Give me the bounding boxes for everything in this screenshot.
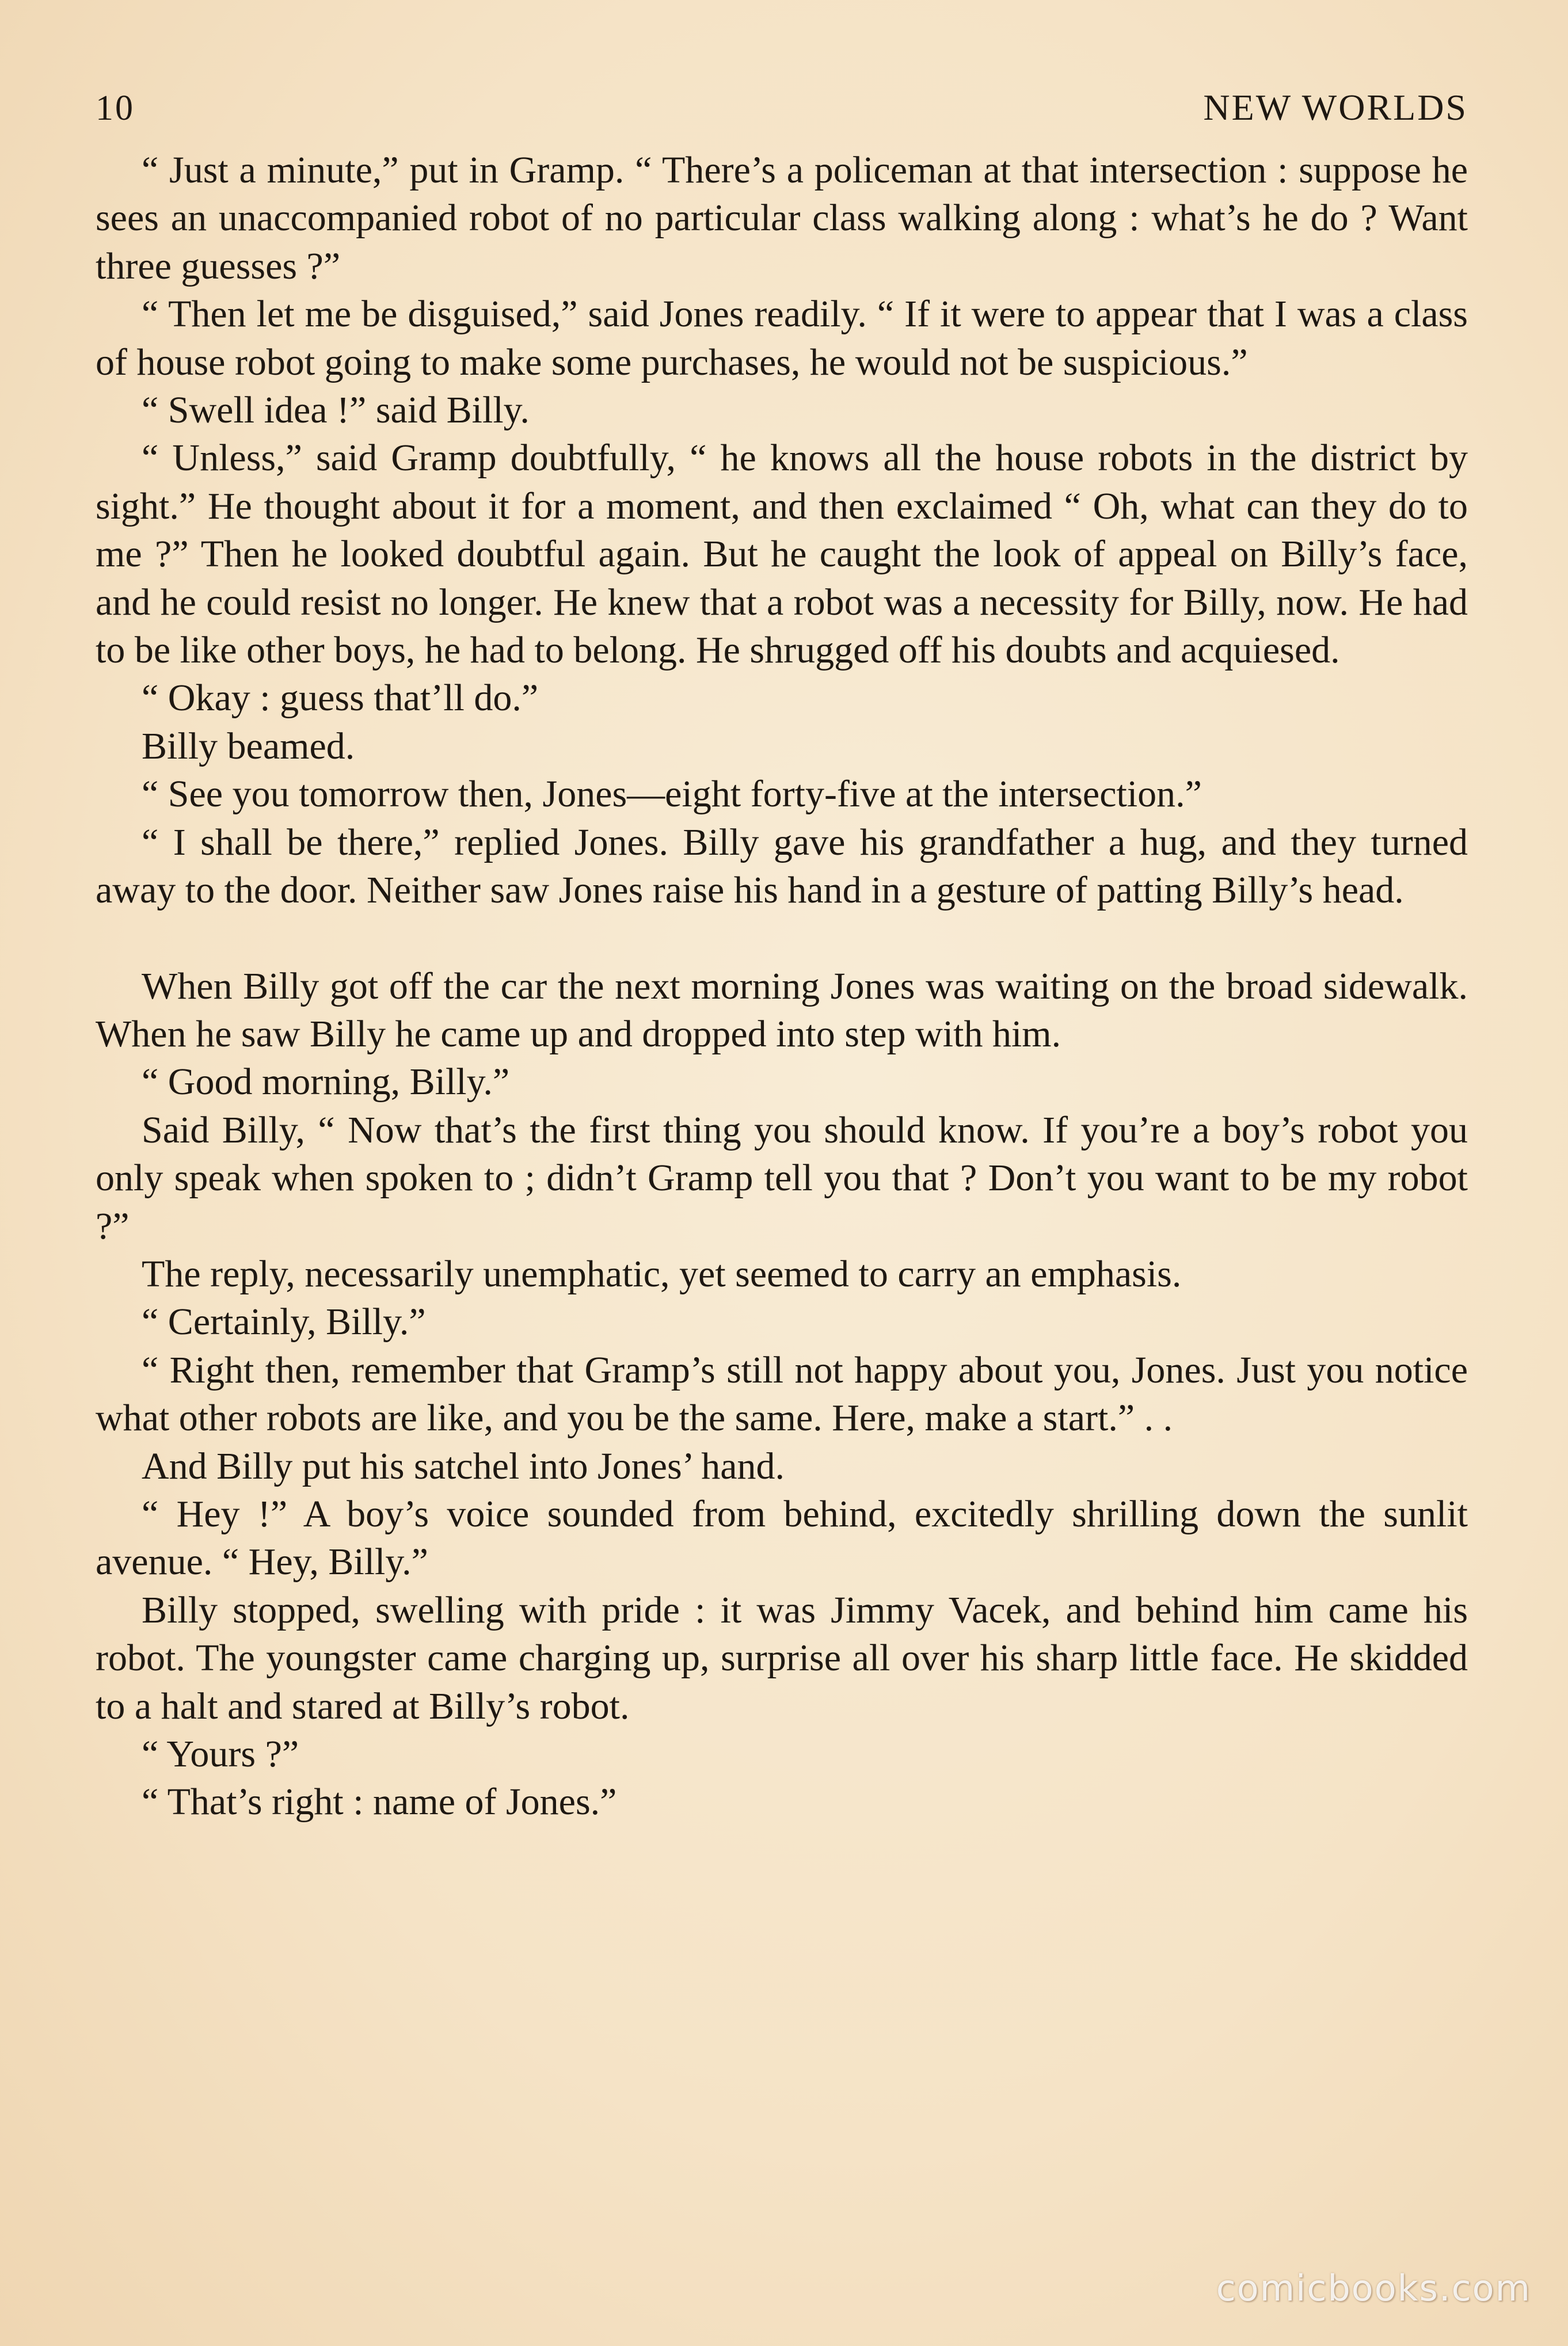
book-page [96,86,1468,1826]
paragraph: “ Right then, remember that Gramp’s still not happy about you, Jones. Just you notice what other robots are like, and you be the same. Here, make a start.” . . [96,1349,1468,1439]
paragraph: “ Good morning, Billy.” [142,1061,510,1103]
paragraph: “ Certainly, Billy.” [142,1301,426,1343]
paragraph: Said Billy, “ Now that’s the first thing you should know. If you’re a boy’s robot you only speak when spoken to ; didn’t Gramp tell you that ? Don’t you want to be my robot ?” [96,1109,1468,1247]
paragraph: “ Unless,” said Gramp doubtfully, “ he knows all the house robots in the district by sight.” He thought about it for a moment, and then exclaimed “ Oh, what can they do to me ?” Then he looked doubtful again. But he caught the look of appeal on Billy’s face, and he could resist no longer. He knew that a robot was a necessity for Billy, now. He had to be like other boys, he had to belong. He shrugged off his doubts and acquiesed. [96,437,1468,672]
story-text [96,146,1468,1826]
running-head [96,86,1468,138]
paragraph: “ Yours ?” [142,1733,299,1775]
paragraph: Billy stopped, swelling with pride : it was Jimmy Vacek, and behind him came his robot. The youngster came charging up, surprise all over his sharp little face. He skidded to a halt and stared at Billy’s robot. [96,1589,1468,1727]
paragraph: “ Then let me be disguised,” said Jones readily. “ If it were to appear that I was a class of house robot going to make some purchases, he would not be suspicious.” [96,293,1468,383]
paragraph: “ Swell idea !” said Billy. [142,389,530,432]
paragraph: “ Okay : guess that’ll do.” [142,677,539,719]
paragraph: “ That’s right : name of Jones.” [142,1781,617,1823]
paragraph: “ See you tomorrow then, Jones—eight forty-five at the intersection.” [142,773,1202,816]
site-watermark: comicbooks.com [1216,2267,1531,2309]
journal-title: NEW WORLDS [1203,87,1468,128]
paragraph: When Billy got off the car the next morning Jones was waiting on the broad sidewalk. When he saw Billy he came up and dropped into step with him. [96,965,1468,1055]
paragraph: “ Hey !” A boy’s voice sounded from behind, excitedly shrilling down the sunlit avenue. “ Hey, Billy.” [96,1492,1468,1583]
paragraph: “ I shall be there,” replied Jones. Billy gave his grandfather a hug, and they turned away to the door. Neither saw Jones raise his hand in a gesture of patting Billy’s head. [96,821,1468,912]
page-number: 10 [96,89,135,128]
paragraph: The reply, necessarily unemphatic, yet seemed to carry an emphasis. [142,1252,1182,1295]
paragraph: “ Just a minute,” put in Gramp. “ There’s a policeman at that intersection : suppose he sees an unaccompanied robot of no particular class walking along : what’s he do ? Want three guesses ?” [96,149,1468,287]
paragraph: Billy beamed. [142,725,355,767]
paragraph: And Billy put his satchel into Jones’ hand. [142,1445,785,1487]
